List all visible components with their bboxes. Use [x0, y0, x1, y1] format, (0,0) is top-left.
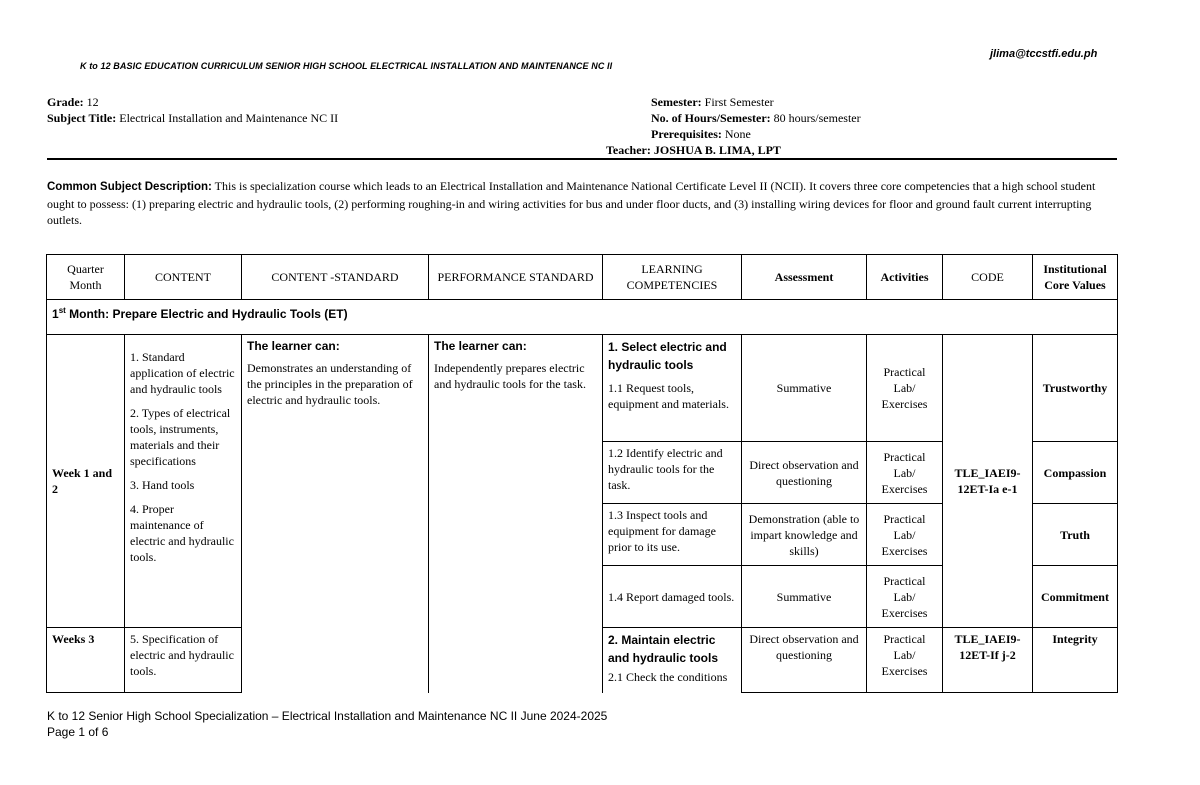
assessment-cell: Demonstration (able to impart knowledge and skills): [742, 504, 867, 566]
competency-2-title: 2. Maintain electric and hydraulic tools: [608, 633, 719, 665]
col-performance-standard: PERFORMANCE STANDARD: [429, 255, 603, 300]
competency-2-1: 2.1 Check the conditions: [608, 670, 728, 684]
content-standard-text: Demonstrates an understanding of the principles in the preparation of electric and hydraulic tools.: [247, 361, 413, 407]
col-content-standard: CONTENT -STANDARD: [242, 255, 429, 300]
core-value-cell: Integrity: [1033, 628, 1118, 693]
content-item: 1. Standard application of electric and hydraulic tools: [130, 350, 235, 396]
hours-line: [651, 110, 861, 126]
teacher-label: Teacher:: [606, 143, 651, 157]
grade-label: Grade:: [47, 95, 84, 109]
competency-2-cell: [603, 628, 742, 693]
content-standard-cell: [242, 335, 429, 693]
teacher-email: jlima@tccstfi.edu.ph: [990, 48, 1098, 60]
prereq-value: None: [724, 127, 751, 141]
page-number: Page 1 of 6: [47, 725, 109, 739]
month-title: [47, 300, 1118, 335]
code-2-cell: TLE_IAEI9-12ET-If j-2: [943, 628, 1033, 693]
competency-1-cell: [603, 335, 742, 442]
core-value-cell: Compassion: [1033, 442, 1118, 504]
learner-can-label: The learner can:: [434, 339, 527, 353]
activity-cell: Practical Lab/ Exercises: [867, 335, 943, 442]
core-value-cell: Commitment: [1033, 566, 1118, 628]
week-1-2-cell: Week 1 and 2: [47, 335, 125, 628]
content-item: 2. Types of electrical tools, instruments, materials and their specifications: [130, 406, 231, 468]
month-title-text: Month: Prepare Electric and Hydraulic Tools (ET): [65, 307, 348, 321]
semester-label: Semester:: [651, 95, 702, 109]
core-value-cell: Truth: [1033, 504, 1118, 566]
prereq-label: Prerequisites:: [651, 127, 722, 141]
footer-title: K to 12 Senior High School Specialization – Electrical Installation and Maintenance NC II June 2024-2025: [47, 709, 608, 723]
curriculum-header: K to 12 BASIC EDUCATION CURRICULUM SENIOR HIGH SCHOOL ELECTRICAL INSTALLATION AND MAINTENANCE NC II: [80, 61, 613, 71]
competency-1-title: 1. Select electric and hydraulic tools: [608, 340, 727, 372]
activity-cell: Practical Lab/ Exercises: [867, 504, 943, 566]
performance-standard-cell: [429, 335, 603, 693]
grade-value: 12: [86, 95, 99, 109]
col-quarter-month: Quarter Month: [47, 255, 125, 300]
col-learning-competencies: LEARNING COMPETENCIES: [603, 255, 742, 300]
description-label: Common Subject Description:: [47, 181, 212, 193]
month-ordinal-suffix: st: [58, 306, 66, 315]
grade-line: [47, 94, 99, 110]
activity-cell: Practical Lab/ Exercises: [867, 628, 943, 693]
prereq-line: [651, 126, 751, 142]
content-item: 4. Proper maintenance of electric and hydraulic tools.: [130, 502, 234, 564]
competency-1-2-cell: 1.2 Identify electric and hydraulic tools for the task.: [603, 442, 742, 504]
hours-value: 80 hours/semester: [773, 111, 861, 125]
col-activities: Activities: [867, 255, 943, 300]
col-content: CONTENT: [125, 255, 242, 300]
assessment-cell: Summative: [742, 335, 867, 442]
month-row: [47, 300, 1118, 335]
col-assessment: Assessment: [742, 255, 867, 300]
assessment-cell: Direct observation and questioning: [742, 442, 867, 504]
competency-1-1: 1.1 Request tools, equipment and materials.: [608, 381, 729, 411]
subject-description: [47, 178, 1119, 229]
hours-label: No. of Hours/Semester:: [651, 111, 771, 125]
subject-line: [47, 110, 338, 126]
content-cell-weeks-3: 5. Specification of electric and hydraulic tools.: [125, 628, 242, 693]
subject-label: Subject Title:: [47, 111, 117, 125]
teacher-line: [606, 142, 781, 158]
content-item: 3. Hand tools: [130, 478, 195, 492]
competency-1-3-cell: 1.3 Inspect tools and equipment for damage prior to its use.: [603, 504, 742, 566]
assessment-cell: Summative: [742, 566, 867, 628]
description-text: This is specialization course which leads to an Electrical Installation and Maintenance National Certificate Level II (NCII). It covers three core competencies that a high school student ought to possess: (1) preparing electric and hydraulic tools, (2) performing roughing-in and wiring activities for bus and under floor ducts, and (3) installing wiring devices for floor and ground fault current interrupting outlets.: [47, 179, 1096, 227]
semester-line: [651, 94, 774, 110]
month-ordinal: 1: [52, 307, 59, 321]
core-value-cell: Trustworthy: [1033, 335, 1118, 442]
curriculum-guide-table: [46, 254, 1118, 693]
table-header-row: [47, 255, 1118, 300]
header-divider: [47, 158, 1117, 160]
assessment-cell: Direct observation and questioning: [742, 628, 867, 693]
performance-standard-text: Independently prepares electric and hydraulic tools for the task.: [434, 361, 586, 391]
col-code: CODE: [943, 255, 1033, 300]
weeks-3-cell: Weeks 3: [47, 628, 125, 693]
activity-cell: Practical Lab/ Exercises: [867, 566, 943, 628]
subject-value: Electrical Installation and Maintenance NC II: [119, 111, 339, 125]
code-1-cell: TLE_IAEI9-12ET-Ia e-1: [943, 335, 1033, 628]
competency-1-4-cell: 1.4 Report damaged tools.: [603, 566, 742, 628]
learner-can-label: The learner can:: [247, 339, 340, 353]
semester-value: First Semester: [704, 95, 774, 109]
table-row: [47, 335, 1118, 442]
activity-cell: Practical Lab/ Exercises: [867, 442, 943, 504]
col-core-values: Institutional Core Values: [1033, 255, 1118, 300]
teacher-value: JOSHUA B. LIMA, LPT: [653, 143, 781, 157]
content-cell-weeks-1-2: [125, 335, 242, 628]
